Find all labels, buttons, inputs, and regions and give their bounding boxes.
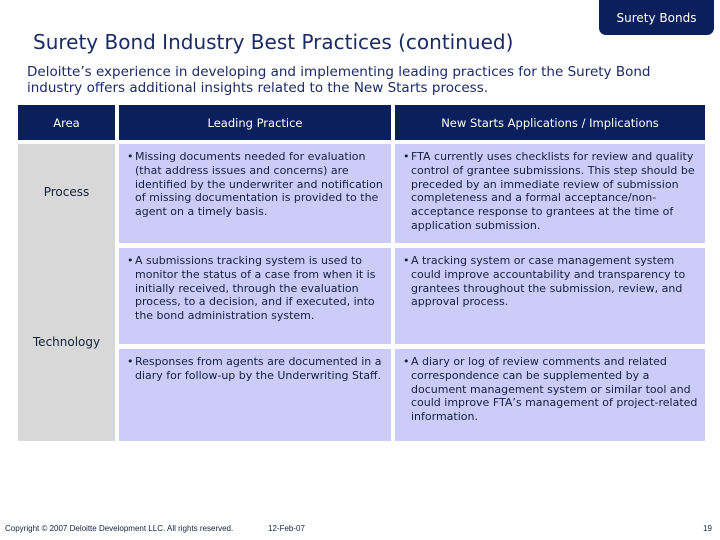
- implication-cell-2: • A tracking system or case management system could improve accountability and transparency to grantees throughout the submission, review, and approval process.: [395, 248, 705, 344]
- footer-date: 12-Feb-07: [268, 524, 305, 533]
- practice-text-2: A submissions tracking system is used to monitor the status of a case from when it is initially received, through the evaluation process, to a decision, and if executed, into the bond administration system.: [135, 254, 376, 323]
- page-number: 19: [703, 524, 712, 533]
- practice-text-1: Missing documents needed for evaluation (that address issues and concerns) are identified by the underwriter and notification of missing documentation is provided to the agent on a timely basis.: [135, 150, 383, 219]
- footer-copyright: Copyright © 2007 Deloitte Development LLC. All rights reserved.: [5, 524, 234, 533]
- header-implications: New Starts Applications / Implications: [395, 105, 705, 140]
- practice-cell-2: • A submissions tracking system is used to monitor the status of a case from when it is initially received, through the evaluation process, to a decision, and if executed, into the bond administration system.: [119, 248, 391, 344]
- intro-text: Deloitte’s experience in developing and implementing leading practices for the Surety Bond industry offers additional insights related to the New Starts process.: [27, 64, 651, 96]
- practice-cell-3: • Responses from agents are documented in a diary for follow-up by the Underwriting Staff.: [119, 349, 391, 441]
- practice-text-3: Responses from agents are documented in a diary for follow-up by the Underwriting Staff.: [135, 355, 382, 382]
- implication-text-3: A diary or log of review comments and related correspondence can be supplemented by a document management system or similar tool and could improve FTA’s management of project-related information.: [411, 355, 698, 424]
- implication-cell-1: • FTA currently uses checklists for review and quality control of grantee submissions. This step should be preceded by an immediate review of submission completeness and a formal acceptance/non-acceptance response to grantees at the time of application submission.: [395, 144, 705, 243]
- area-process: Process: [43, 185, 90, 199]
- header-leading-practice: Leading Practice: [119, 105, 391, 140]
- implication-text-2: A tracking system or case management system could improve accountability and transparency to grantees throughout the submission, review, and approval process.: [411, 254, 686, 309]
- section-tag: Surety Bonds: [599, 0, 714, 35]
- area-technology: Technology: [32, 335, 101, 349]
- implication-cell-3: • A diary or log of review comments and related correspondence can be supplemented by a document management system or similar tool and could improve FTA’s management of project-related information.: [395, 349, 705, 441]
- practice-cell-1: • Missing documents needed for evaluation (that address issues and concerns) are identified by the underwriter and notification of missing documentation is provided to the agent on a timely basis.: [119, 144, 391, 243]
- implication-text-1: FTA currently uses checklists for review and quality control of grantee submissions. This step should be preceded by an immediate review of submission completeness and a formal acceptance/non-acceptance response to grantees at the time of application submission.: [411, 150, 695, 232]
- page-title: Surety Bond Industry Best Practices (continued): [33, 30, 514, 54]
- header-area: Area: [18, 105, 115, 140]
